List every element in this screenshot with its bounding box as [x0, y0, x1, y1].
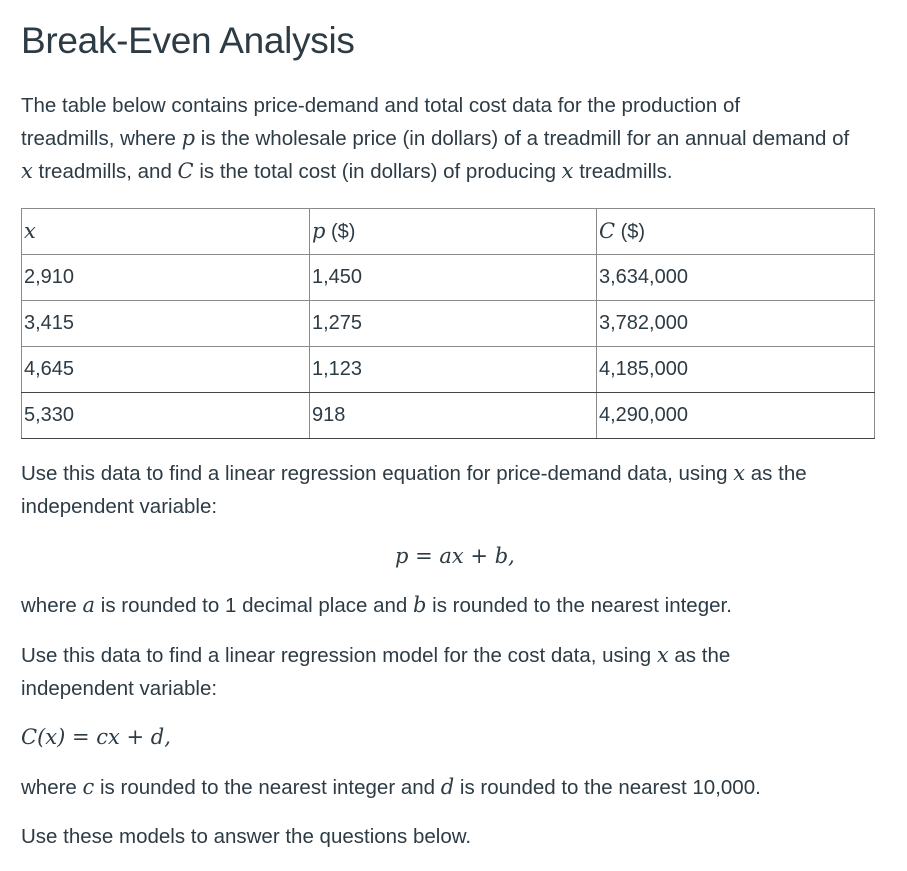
table-row: [22, 347, 875, 393]
price-demand-equation: p = ax + b,: [395, 544, 515, 568]
closing-instruction: Use these models to answer the questions below.: [21, 825, 472, 848]
header-p: p ($): [310, 209, 597, 255]
cell-c: 3,634,000: [597, 255, 875, 301]
intro-line-3: x treadmills, and C is the total cost (in dollars) of producing x treadmills.: [21, 159, 673, 183]
data-table: [21, 208, 875, 439]
regression1-line-2: independent variable:: [21, 495, 218, 518]
cost-equation: C(x) = cx + d,: [21, 725, 171, 749]
table-row: [22, 255, 875, 301]
table-header-row: [22, 209, 875, 255]
cell-p: 1,275: [310, 301, 597, 347]
regression1-note: where a is rounded to 1 decimal place and b is rounded to the nearest integer.: [21, 593, 732, 617]
cell-c: 3,782,000: [597, 301, 875, 347]
header-c: C ($): [597, 209, 875, 255]
regression2-note: where c is rounded to the nearest integer and d is rounded to the nearest 10,000.: [21, 775, 761, 799]
intro-line-1: The table below contains price-demand and total cost data for the production of: [21, 94, 741, 117]
cell-x: 5,330: [22, 393, 310, 439]
cell-p: 918: [310, 393, 597, 439]
header-x: x: [22, 209, 310, 255]
table-row: [22, 393, 875, 439]
intro-line-2: treadmills, where p is the wholesale price (in dollars) of a treadmill for an annual demand of: [21, 126, 850, 150]
cell-p: 1,123: [310, 347, 597, 393]
regression1-line-1: Use this data to find a linear regression equation for price-demand data, using x as the: [21, 461, 807, 485]
cell-c: 4,290,000: [597, 393, 875, 439]
regression2-line-1: Use this data to find a linear regression model for the cost data, using x as the: [21, 643, 731, 667]
cell-x: 3,415: [22, 301, 310, 347]
cell-x: 4,645: [22, 347, 310, 393]
table-row: [22, 301, 875, 347]
regression2-line-2: independent variable:: [21, 677, 218, 700]
cell-c: 4,185,000: [597, 347, 875, 393]
page-title: Break-Even Analysis: [21, 20, 355, 61]
cell-x: 2,910: [22, 255, 310, 301]
cell-p: 1,450: [310, 255, 597, 301]
